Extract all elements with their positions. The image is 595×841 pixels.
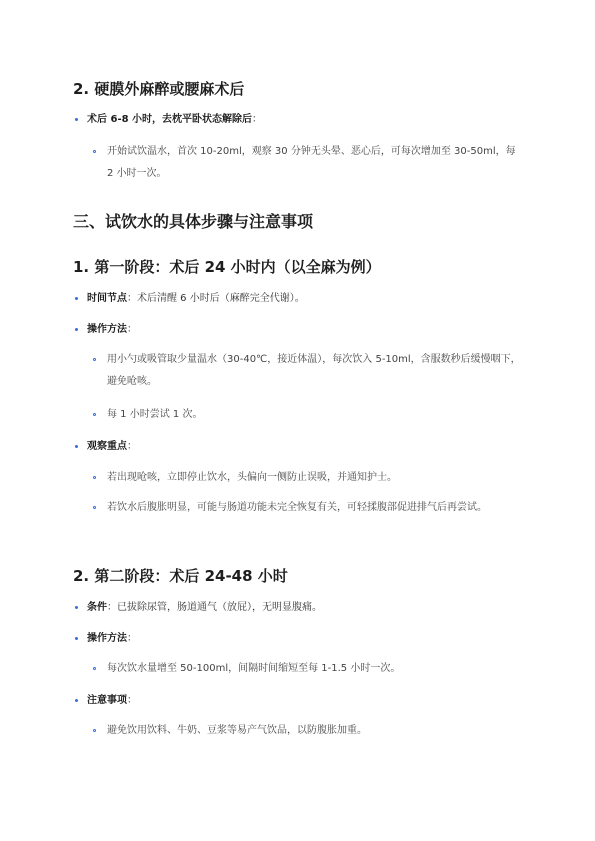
sub-bullet-text: 用小勺或吸管取少量温水（30-40℃，接近体温），每次饮入 5-10ml，含服数秒后缓慢咽下，避免呛咳。 (107, 354, 521, 387)
sub-bullet-text: 避免饮用饮料、牛奶、豆浆等易产气饮品，以防腹胀加重。 (107, 725, 367, 736)
bullet-item (78, 694, 137, 708)
bullet-text: ：术后清醒 6 小时后（麻醉完全代谢）。 (127, 293, 305, 304)
sub-bullet-ring-icon (93, 413, 96, 416)
bullet-label: 操作方法 (87, 633, 127, 644)
sub-bullet-text: 每 1 小时尝试 1 次。 (107, 409, 203, 420)
bullet-item (78, 440, 137, 454)
sub-bullet-item (93, 720, 525, 742)
sub-bullet-item (93, 658, 525, 680)
sub-bullet-text: 开始试饮温水，首次 10-20ml，观察 30 分钟无头晕、恶心后，可每次增加至 30-50ml，每 2 小时一次。 (107, 146, 516, 179)
bullet-label: 术后 6-8 小时，去枕平卧状态解除后 (87, 114, 253, 125)
bullet-text: ： (127, 633, 137, 644)
bullet-item (78, 601, 322, 615)
sub-bullet-item (93, 349, 525, 393)
section-heading-3: 三、试饮水的具体步骤与注意事项 (73, 212, 314, 231)
sub-bullet-text: 若出现呛咳，立即停止饮水，头偏向一侧防止误吸，并通知护士。 (107, 472, 397, 483)
bullet-label: 注意事项 (87, 695, 127, 706)
sub-bullet-text: 若饮水后腹胀明显，可能与肠道功能未完全恢复有关，可轻揉腹部促进排气后再尝试。 (107, 502, 487, 513)
sub-bullet-ring-icon (93, 358, 96, 361)
bullet-item (78, 292, 305, 306)
sub-bullet-item (93, 467, 525, 489)
bullet-label: 时间节点 (87, 293, 127, 304)
bullet-item (78, 113, 262, 127)
stage2-heading: 2. 第二阶段：术后 24-48 小时 (73, 567, 288, 585)
bullet-text: ： (127, 695, 137, 706)
sub-bullet-ring-icon (93, 150, 96, 153)
bullet-text: ： (252, 114, 263, 125)
sub-bullet-item (93, 404, 525, 426)
bullet-text: ：已拔除尿管，肠道通气（放屁），无明显腹痛。 (107, 602, 322, 613)
bullet-dot-icon (75, 637, 78, 640)
bullet-label: 操作方法 (87, 324, 127, 335)
sub-bullet-ring-icon (93, 506, 96, 509)
sub-bullet-item (93, 141, 525, 185)
sub-bullet-ring-icon (93, 729, 96, 732)
sub-bullet-text: 每次饮水量增至 50-100ml，间隔时间缩短至每 1-1.5 小时一次。 (107, 663, 401, 674)
sub-bullet-item (93, 497, 525, 519)
section-heading-epidural: 2. 硬膜外麻醉或腰麻术后 (73, 80, 245, 98)
bullet-item (78, 632, 137, 646)
bullet-dot-icon (75, 699, 78, 702)
bullet-dot-icon (75, 297, 78, 300)
bullet-label: 观察重点 (87, 441, 127, 452)
bullet-dot-icon (75, 328, 78, 331)
sub-bullet-ring-icon (93, 476, 96, 479)
bullet-item (78, 323, 137, 337)
stage1-heading: 1. 第一阶段：术后 24 小时内（以全麻为例） (73, 258, 381, 276)
bullet-dot-icon (75, 606, 78, 609)
bullet-text: ： (127, 441, 137, 452)
bullet-text: ： (127, 324, 137, 335)
bullet-label: 条件 (87, 602, 107, 613)
bullet-dot-icon (75, 445, 78, 448)
bullet-dot-icon (75, 118, 78, 121)
sub-bullet-ring-icon (93, 667, 96, 670)
